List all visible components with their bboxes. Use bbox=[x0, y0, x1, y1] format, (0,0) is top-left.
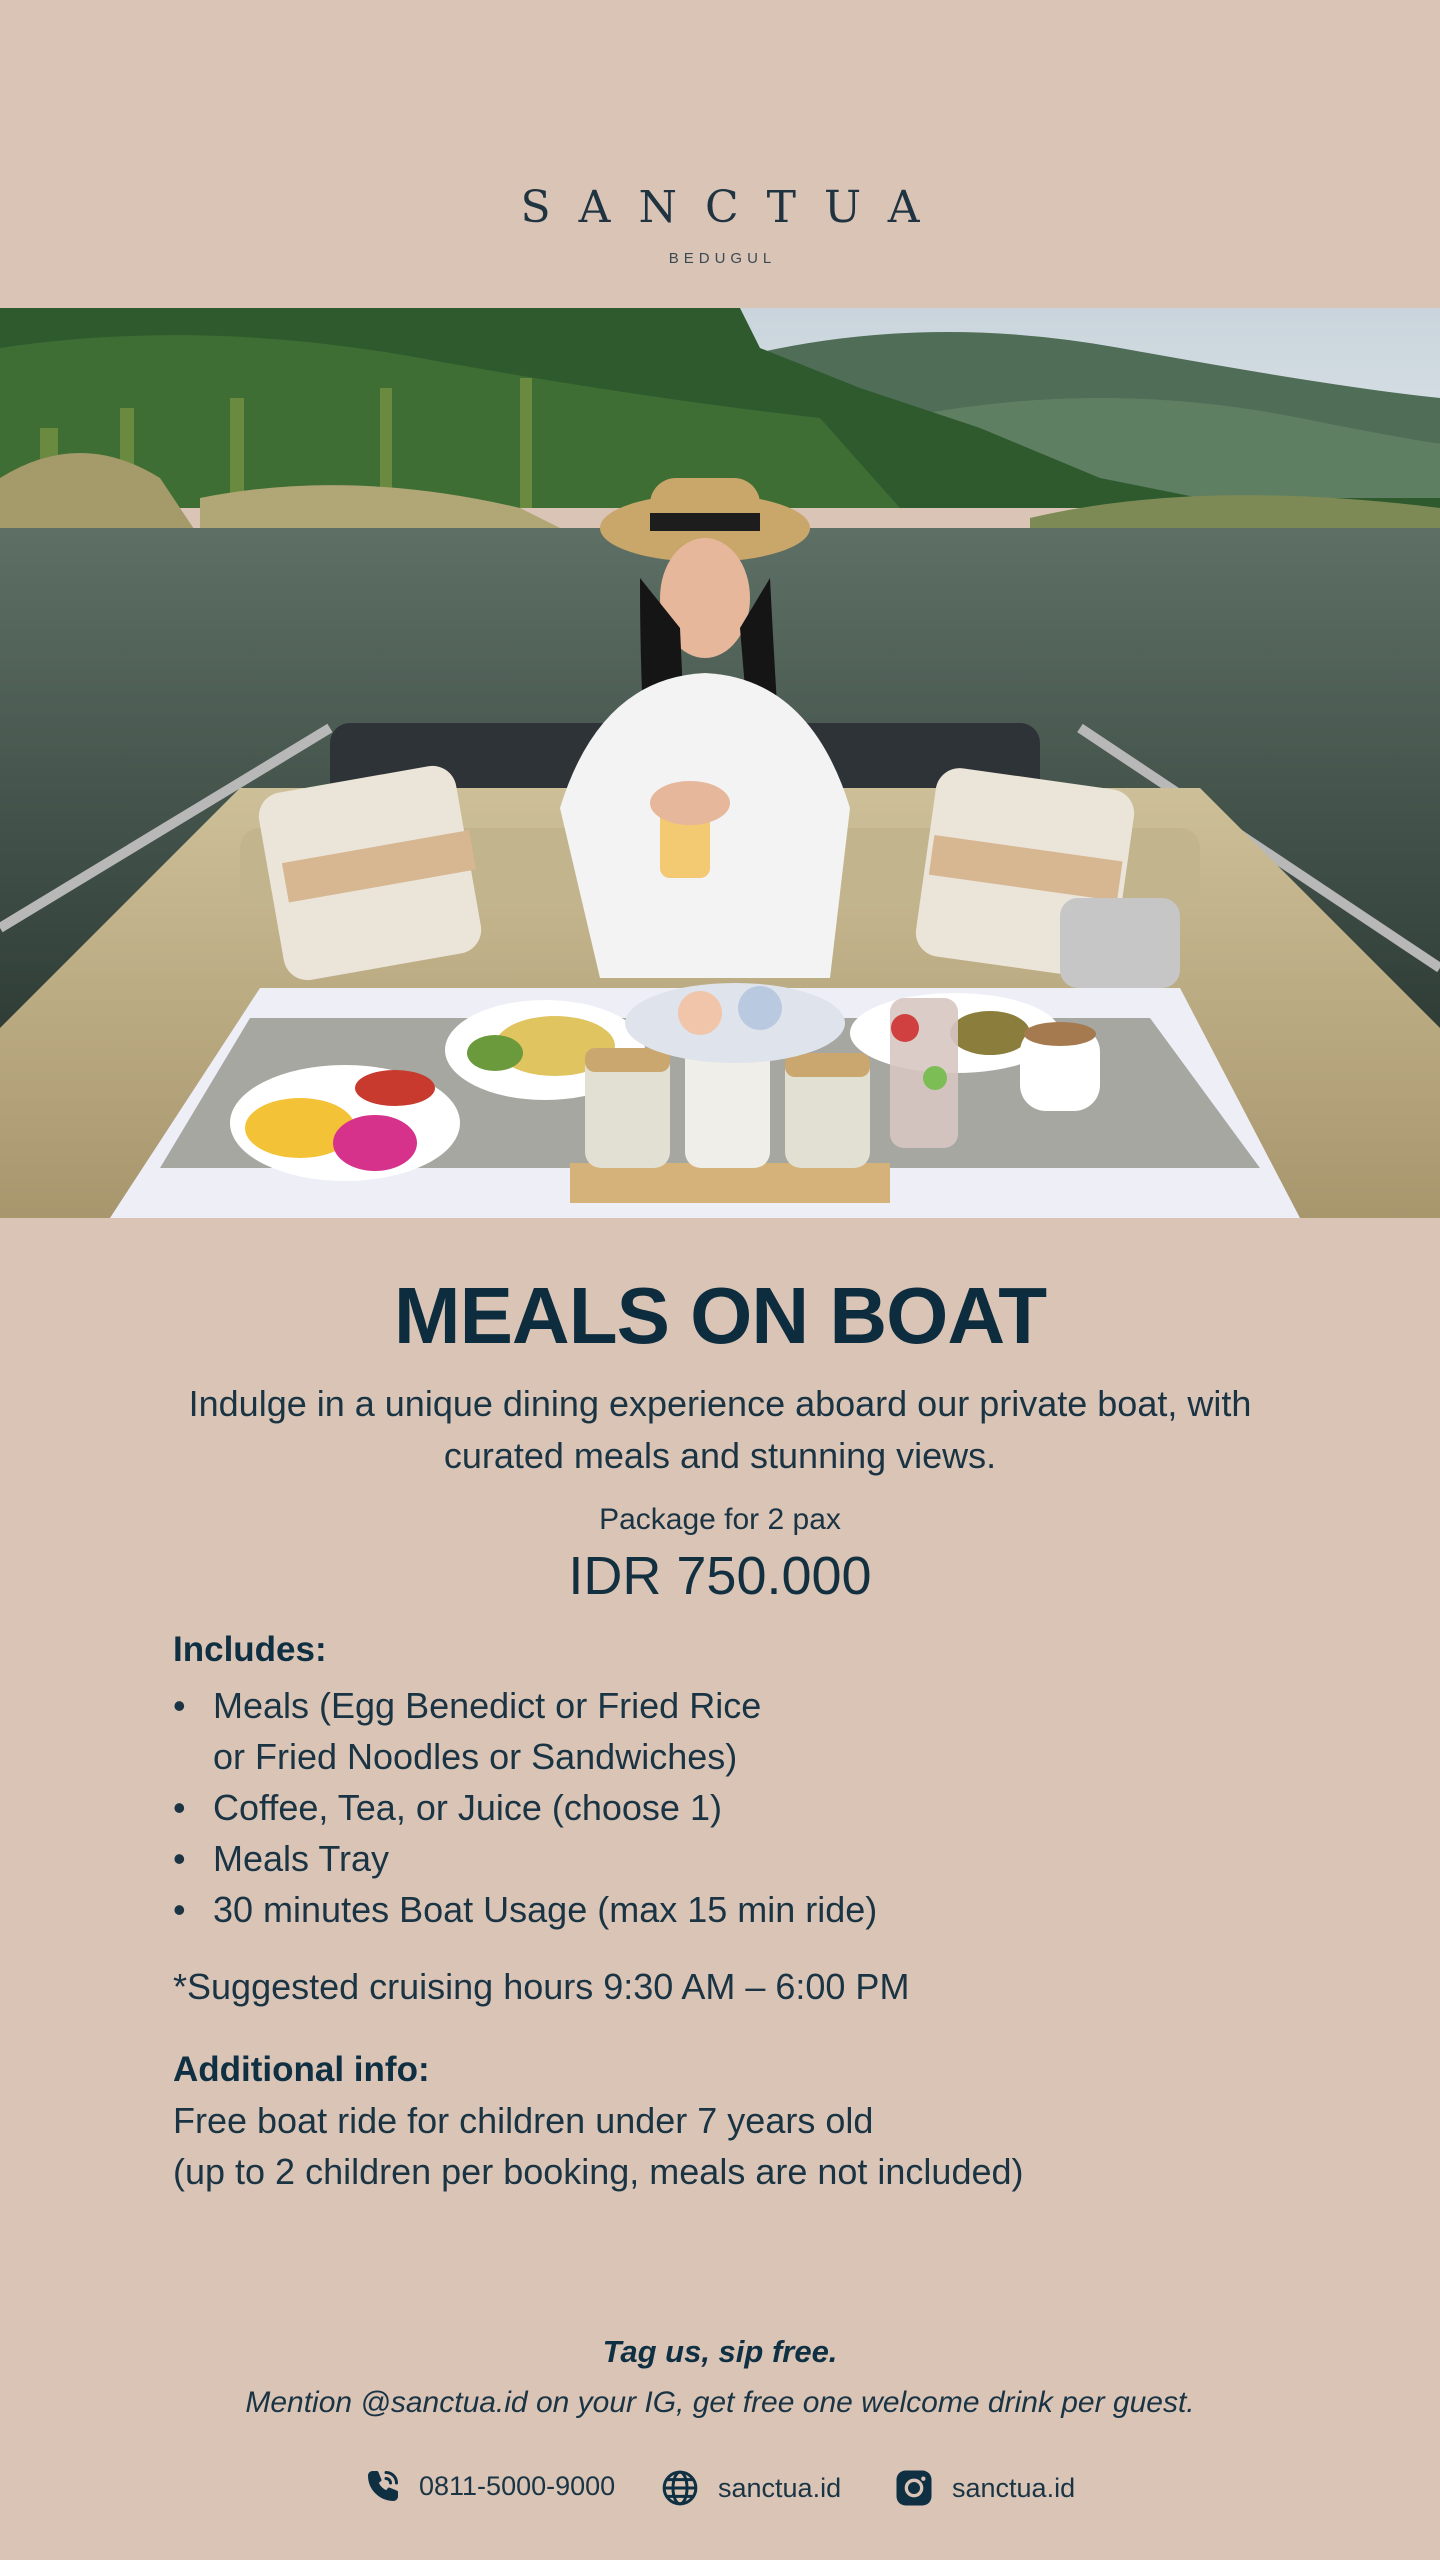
header-logo bbox=[0, 0, 1440, 308]
list-item: • Coffee, Tea, or Juice (choose 1) bbox=[173, 1782, 1273, 1833]
globe-icon bbox=[660, 2468, 700, 2508]
additional-info-line: (up to 2 children per booking, meals are not included) bbox=[173, 2151, 1024, 2192]
list-item-continuation: or Fried Noodles or Sandwiches) bbox=[213, 1736, 738, 1777]
bullet-icon: • bbox=[173, 1889, 186, 1930]
instagram-icon bbox=[894, 2468, 934, 2508]
additional-info-heading: Additional info: bbox=[173, 2050, 430, 2089]
additional-info-line: Free boat ride for children under 7 years old bbox=[173, 2100, 874, 2141]
bullet-icon: • bbox=[173, 1787, 186, 1828]
package-label: Package for 2 pax bbox=[599, 1503, 841, 1536]
includes-heading: Includes: bbox=[173, 1630, 327, 1669]
phone-icon bbox=[365, 2468, 401, 2504]
bullet-icon: • bbox=[173, 1838, 186, 1879]
brand-logo: SANCTUA bbox=[520, 182, 948, 233]
instagram-handle[interactable]: sanctua.id bbox=[952, 2472, 1076, 2503]
includes-list bbox=[173, 1680, 1273, 1935]
instagram-contact[interactable] bbox=[894, 2468, 1075, 2508]
hero-photo bbox=[0, 308, 1440, 1218]
bullet-icon: • bbox=[173, 1685, 186, 1726]
phone-number: 0811-5000-9000 bbox=[419, 2470, 616, 2501]
promo-description: Mention @sanctua.id on your IG, get free one welcome drink per guest. bbox=[245, 2386, 1195, 2419]
list-item: • Meals (Egg Benedict or Fried Rice bbox=[173, 1680, 1273, 1731]
website-link[interactable]: sanctua.id bbox=[718, 2472, 842, 2503]
website-contact[interactable] bbox=[660, 2468, 841, 2508]
cruising-hours-note: *Suggested cruising hours 9:30 AM – 6:00 PM bbox=[173, 1966, 910, 2007]
offer-description: Indulge in a unique dining experience aboard our private boat, with curated meals and stunning views. bbox=[188, 1383, 1252, 1476]
promo-title: Tag us, sip free. bbox=[602, 2334, 838, 2369]
phone-contact[interactable] bbox=[365, 2468, 615, 2504]
package-price: IDR 750.000 bbox=[568, 1546, 872, 1606]
list-item: • Meals Tray bbox=[173, 1833, 1273, 1884]
brand-location: BEDUGUL bbox=[668, 250, 777, 267]
list-item: • 30 minutes Boat Usage (max 15 min ride) bbox=[173, 1884, 1273, 1935]
page-title: MEALS ON BOAT bbox=[393, 1271, 1047, 1360]
